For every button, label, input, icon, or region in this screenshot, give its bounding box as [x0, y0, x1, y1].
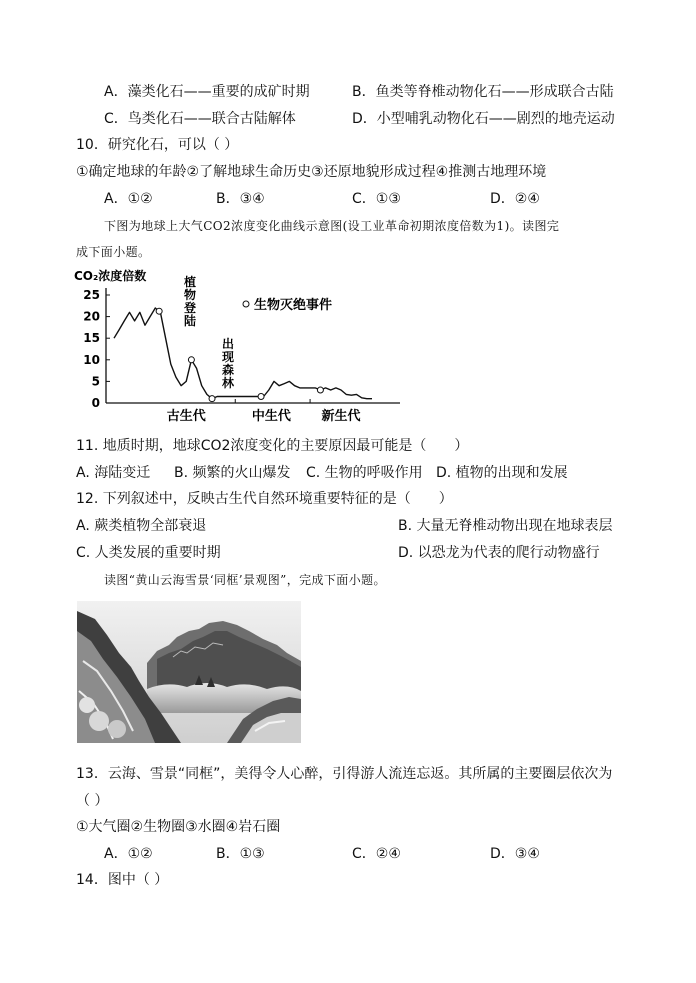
q13-stem-line2: （ ）	[76, 793, 109, 809]
extinction-event-marker	[317, 387, 323, 393]
q13-option-b: B．①③	[216, 846, 265, 862]
q10-stem: 10．研究化石，可以（ ）	[76, 137, 239, 153]
chart-intro-line2: 成下面小题。	[76, 245, 151, 259]
photo-intro: 读图“黄山云海雪景‘同框’景观图”，完成下面小题。	[104, 573, 386, 587]
q13-option-c: C．②④	[352, 846, 401, 862]
annotation-forest-char: 森	[221, 363, 235, 377]
q10-option-d: D．②④	[490, 191, 540, 207]
y-tick-label: 25	[83, 288, 100, 302]
y-axis-label: CO₂浓度倍数	[74, 269, 147, 283]
q9-option-d: D．小型哺乳动物化石——剧烈的地壳运动	[352, 111, 615, 127]
extinction-event-marker	[156, 308, 162, 314]
y-tick-label: 10	[83, 352, 100, 367]
q11-option-a: A. 海陆变迁	[76, 465, 151, 481]
q13-items: ①大气圈②生物圈③水圈④岩石圈	[76, 819, 281, 835]
q10-option-a: A．①②	[104, 191, 153, 207]
annotation-forest-char: 出	[221, 337, 235, 351]
era-label: 古生代	[166, 409, 206, 424]
q13-option-d: D．③④	[490, 846, 540, 862]
q10-option-b: B．③④	[216, 191, 265, 207]
q13-option-a: A．①②	[104, 846, 153, 862]
legend-label: 生物灭绝事件	[254, 298, 333, 313]
q9-option-c: C．鸟类化石——联合古陆解体	[104, 111, 296, 127]
co2-series-line	[114, 308, 372, 399]
y-tick-label: 15	[83, 331, 100, 346]
q12-stem: 12. 下列叙述中，反映古生代自然环境重要特征的是（ ）	[76, 491, 453, 507]
q14-stem: 14．图中（ ）	[76, 872, 169, 888]
q12-option-d: D. 以恐龙为代表的爬行动物盛行	[398, 545, 600, 561]
annotation-plants-land-char: 陆	[183, 314, 197, 328]
annotation-forest-char: 现	[221, 350, 235, 364]
extinction-event-marker	[188, 357, 194, 363]
q11-option-d: D. 植物的出现和发展	[436, 465, 568, 481]
chart-intro-line1: 下图为地球上大气CO2浓度变化曲线示意图(设工业革命初期浓度倍数为1)。读图完	[104, 219, 560, 233]
q10-option-c: C．①③	[352, 191, 401, 207]
y-tick-label: 20	[83, 309, 100, 324]
huangshan-landscape-photo	[77, 601, 301, 743]
era-label: 中生代	[251, 409, 291, 424]
y-tick-label: 5	[91, 374, 100, 389]
co2-concentration-chart	[72, 268, 412, 428]
extinction-event-marker	[209, 396, 215, 402]
annotation-plants-land-char: 登	[183, 301, 197, 315]
annotation-plants-land-char: 植	[183, 275, 197, 289]
q11-stem: 11. 地质时期，地球CO2浓度变化的主要原因最可能是（ ）	[76, 438, 469, 454]
annotation-plants-land-char: 物	[183, 288, 197, 302]
q12-option-a: A. 蕨类植物全部衰退	[76, 518, 207, 534]
q11-option-c: C. 生物的呼吸作用	[306, 465, 423, 481]
q12-option-c: C. 人类发展的重要时期	[76, 545, 221, 561]
extinction-event-marker	[258, 394, 264, 400]
y-tick-label: 0	[91, 396, 100, 410]
era-label: 新生代	[321, 409, 361, 424]
q12-option-b: B. 大量无脊椎动物出现在地球表层	[398, 518, 613, 534]
annotation-forest-char: 林	[221, 376, 235, 390]
q11-option-b: B. 频繁的火山爆发	[174, 465, 291, 481]
legend-marker	[243, 301, 249, 307]
q13-stem-line1: 13．云海、雪景“同框”，美得令人心醉，引得游人流连忘返。其所属的主要圈层依次为	[76, 766, 613, 782]
q9-option-a: A．藻类化石——重要的成矿时期	[104, 84, 310, 100]
q9-option-b: B．鱼类等脊椎动物化石——形成联合古陆	[352, 84, 614, 100]
q10-items: ①确定地球的年龄②了解地球生命历史③还原地貌形成过程④推测古地理环境	[76, 164, 547, 180]
